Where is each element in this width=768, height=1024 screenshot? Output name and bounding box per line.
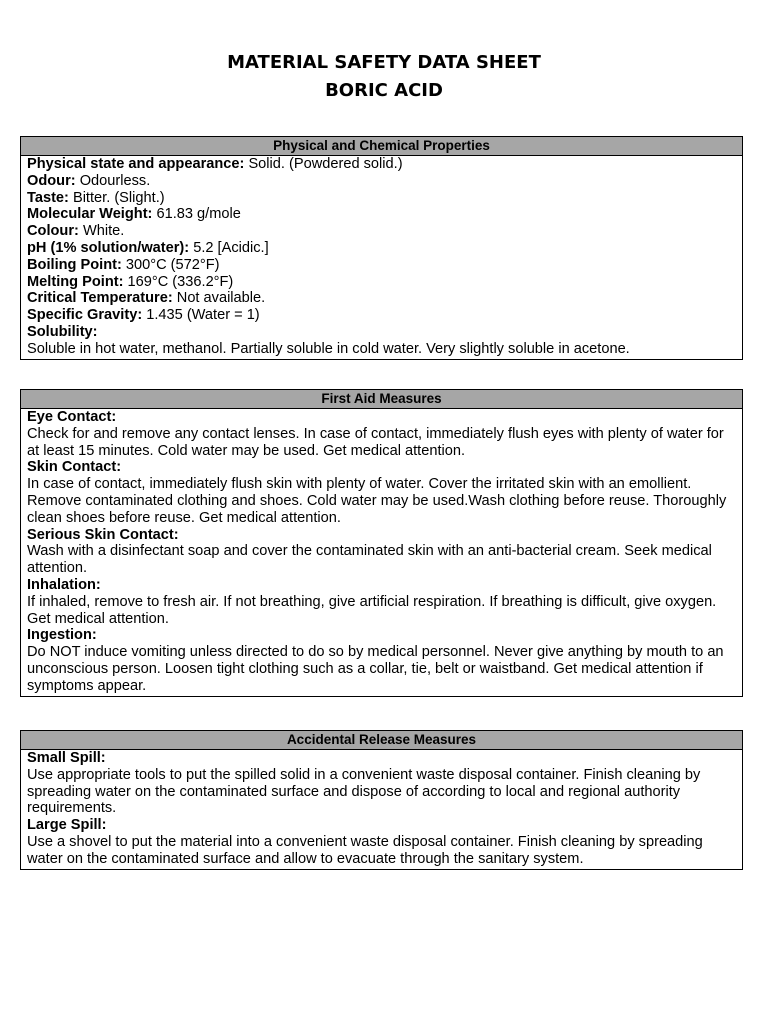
property-value: 300°C (572°F) [121,256,220,273]
solubility-label: Solubility: [27,323,98,340]
property-label: Melting Point: [27,273,124,290]
property-label: Odour: [27,172,76,189]
item-text: In case of contact, immediately flush skin with plenty of water. Cover the irritated skin with an emollient. Remove contaminated clothing and shoes. Cold water may be used.Wash clothing before reuse. Thoroughly clean shoes before reuse. Get medical attention. [27,476,727,526]
property-value: 1.435 (Water = 1) [142,307,260,324]
property-row [27,240,736,257]
property-label: Critical Temperature: [27,290,173,307]
property-value: Bitter. (Slight.) [68,189,165,206]
property-row [27,190,736,207]
document-subtitle: BORIC ACID [325,80,443,101]
property-row [27,206,736,223]
item-label: Inhalation: [27,576,101,593]
property-row [27,257,736,274]
property-label: Specific Gravity: [27,307,143,324]
property-label: Colour: [27,223,79,240]
section-body [21,409,742,696]
section-heading: First Aid Measures [21,390,742,409]
section-heading: Physical and Chemical Properties [21,137,742,156]
section-body [21,156,742,359]
document-title: MATERIAL SAFETY DATA SHEET [227,52,541,73]
item-text: Check for and remove any contact lenses. In case of contact, immediately flush eyes with plenty of water for at least 15 minutes. Cold water may be used. Get medical attention. [27,425,724,459]
item-text: If inhaled, remove to fresh air. If not breathing, give artificial respiration. If breathing is difficult, give oxygen. Get medical attention. [27,593,717,627]
property-row [27,307,736,324]
item-text: Use a shovel to put the material into a convenient waste disposal container. Finish cleaning by spreading water on the contaminated surface and allow to evacuate through the sanitary system. [27,833,703,867]
item-label: Large Spill: [27,817,107,834]
property-label: Physical state and appearance: [27,156,245,172]
item-text: Wash with a disinfectant soap and cover the contaminated skin with an anti-bacterial cream. Seek medical attention. [27,543,712,577]
item-label: Skin Contact: [27,459,122,476]
item-label: Small Spill: [27,750,106,766]
solubility-text: Soluble in hot water, methanol. Partially soluble in cold water. Very slightly soluble in acetone. [27,340,630,357]
item-label: Eye Contact: [27,409,117,425]
accidental-release-section [20,730,743,870]
property-label: Molecular Weight: [27,206,153,223]
physical-properties-section [20,136,743,360]
property-value: White. [78,223,125,240]
property-value: 61.83 g/mole [152,206,241,223]
item-text: Do NOT induce vomiting unless directed to do so by medical personnel. Never give anything by mouth to an unconscious person. Loosen tight clothing such as a collar, tie, belt or waistband. Get medical attention if symptoms appear. [27,644,724,694]
property-row [27,173,736,190]
property-row [27,223,736,240]
section-body [21,750,742,869]
property-label: Boiling Point: [27,256,122,273]
property-row [27,274,736,291]
property-value: Not available. [172,290,266,307]
item-label: Ingestion: [27,627,97,644]
property-label: Taste: [27,189,69,206]
property-value: 5.2 [Acidic.] [189,239,269,256]
item-text: Use appropriate tools to put the spilled solid in a convenient waste disposal container. Finish cleaning by spreading water on the contaminated surface and dispose of according to local and regional authority requirements. [27,766,701,817]
property-row [27,290,736,307]
property-row [27,156,736,173]
first-aid-section [20,389,743,697]
property-value: Solid. (Powdered solid.) [244,156,403,172]
property-value: Odourless. [75,172,151,189]
property-label: pH (1% solution/water): [27,239,190,256]
property-value: 169°C (336.2°F) [123,273,234,290]
section-heading: Accidental Release Measures [21,731,742,750]
item-label: Serious Skin Contact: [27,526,179,543]
